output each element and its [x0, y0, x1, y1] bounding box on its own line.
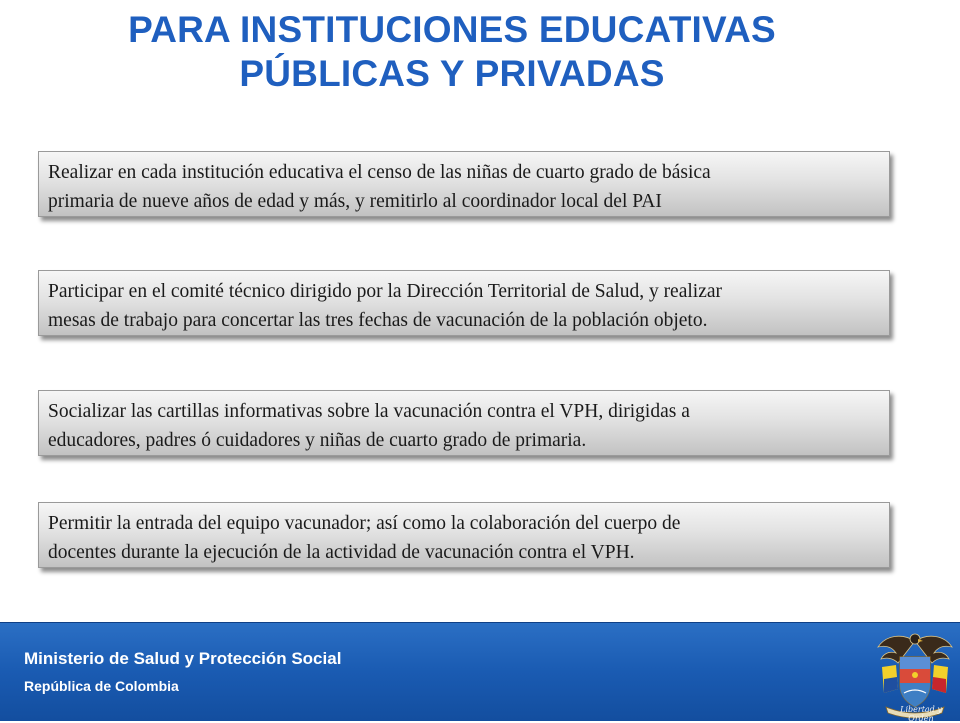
item-text-line: docentes durante la ejecución de la actividad de vacunación contra el VPH.	[48, 542, 635, 563]
item-text-line: Permitir la entrada del equipo vacunador; así como la colaboración del cuerpo de	[48, 513, 681, 534]
seal-motto: Libertad y Orden	[900, 705, 942, 723]
page-title	[0, 8, 904, 96]
item-text-line: educadores, padres ó cuidadores y niñas de cuarto grado de primaria.	[48, 430, 587, 451]
item-box-vaccination-team	[38, 502, 890, 568]
item-box-census	[38, 151, 890, 217]
page-title-line-1: PARA INSTITUCIONES EDUCATIVAS	[128, 9, 776, 50]
item-text-line: Participar en el comité técnico dirigido por la Dirección Territorial de Salud, y realizar	[48, 281, 723, 302]
item-text-line: Socializar las cartillas informativas sobre la vacunación contra el VPH, dirigidas a	[48, 401, 690, 422]
republic-name: República de Colombia	[24, 678, 179, 694]
page-title-line-2: PÚBLICAS Y PRIVADAS	[239, 53, 665, 94]
item-box-booklets	[38, 390, 890, 456]
item-text-line: Realizar en cada institución educativa el censo de las niñas de cuarto grado de básica	[48, 162, 711, 183]
item-box-committee	[38, 270, 890, 336]
item-text-line: primaria de nueve años de edad y más, y remitirlo al coordinador local del PAI	[48, 191, 662, 212]
item-text-line: mesas de trabajo para concertar las tres fechas de vacunación de la población objeto.	[48, 310, 708, 331]
footer-bar	[0, 622, 960, 721]
ministry-name: Ministerio de Salud y Protección Social	[24, 649, 342, 668]
